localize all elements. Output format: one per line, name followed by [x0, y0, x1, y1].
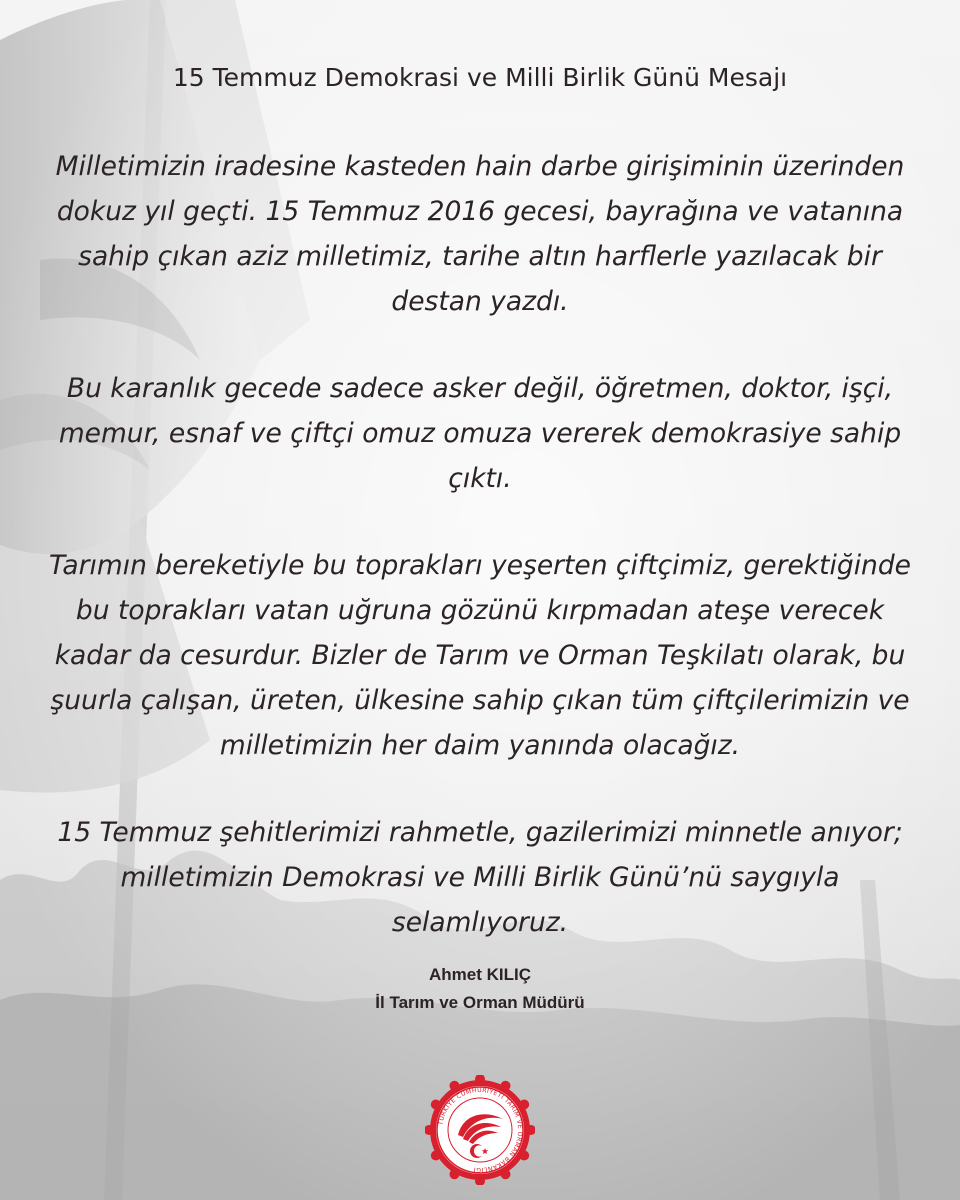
- signature-name: Ahmet KILIÇ: [429, 965, 531, 984]
- message-paragraph-4: 15 Temmuz şehitlerimizi rahmetle, gazilerimizi minnetle anıyor; milletimizin Demokrasi ve Milli Birlik Günü’nü saygıyla selamlıyoruz.: [57, 817, 903, 938]
- message-paragraph-2: Bu karanlık gecede sadece asker değil, öğretmen, doktor, işçi, memur, esnaf ve çiftçi omuz omuza vererek demokrasiye sahip çıktı.: [58, 373, 902, 494]
- emblem-ring-text: TÜRKİYE CUMHURİYETİ TARIM VE ORMAN BAKANLIĞI: [437, 1086, 524, 1174]
- message-paragraph-1: Milletimizin iradesine kasteden hain darbe girişiminin üzerinden dokuz yıl geçti. 15 Temmuz 2016 gecesi, bayrağına ve vatanına sahip çıkan aziz milletimiz, tarihe altın harflerle yazılacak bir destan yazdı.: [55, 151, 905, 317]
- message-paragraph-3: Tarımın bereketiyle bu toprakları yeşerten çiftçimiz, gerektiğinde bu toprakları vatan uğruna gözünü kırpmadan ateşe verecek kadar da cesurdur. Bizler de Tarım ve Orman Teşkilatı olarak, bu şuurla çalışan, üreten, ülkesine sahip çıkan tüm çiftçilerimizin ve milletimizin her daim yanında olacağız.: [49, 550, 911, 761]
- signature-position: İl Tarım ve Orman Müdürü: [375, 993, 585, 1012]
- message-title: 15 Temmuz Demokrasi ve Milli Birlik Günü Mesajı: [172, 63, 788, 92]
- ministry-emblem-icon: [425, 1075, 535, 1185]
